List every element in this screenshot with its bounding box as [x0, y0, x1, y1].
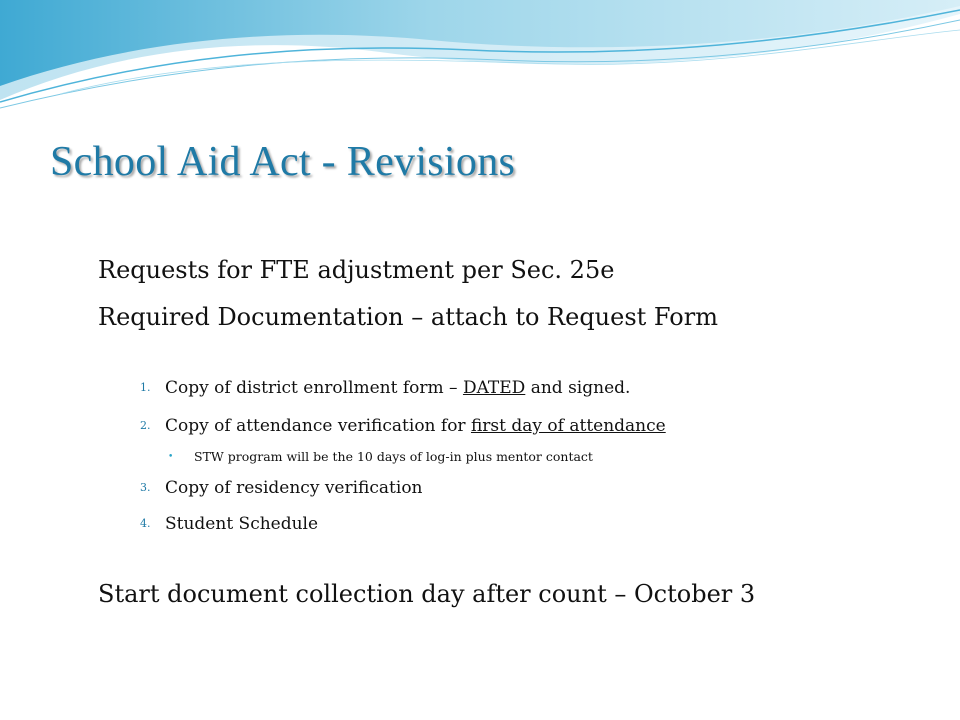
list-item-text: and signed.	[525, 378, 631, 398]
list-item-text: Copy of residency verification	[165, 478, 423, 498]
list-number: 4.	[140, 517, 151, 530]
list-number: 2.	[140, 419, 151, 432]
list-item-text: Copy of attendance verification for	[165, 416, 471, 436]
body-line-fte-request: Requests for FTE adjustment per Sec. 25e	[98, 256, 615, 284]
sub-bullet-text: STW program will be the 10 days of log-in plus mentor contact	[194, 449, 593, 464]
bullet-icon: •	[168, 452, 174, 462]
underlined-text: DATED	[462, 378, 526, 398]
list-item	[140, 514, 318, 534]
list-number: 1.	[140, 381, 151, 394]
sub-bullet-item	[168, 449, 593, 464]
list-item	[140, 478, 423, 498]
underlined-text: first day of attendance	[470, 416, 666, 436]
list-item	[140, 378, 630, 398]
body-line-required-docs: Required Documentation – attach to Request Form	[98, 303, 718, 331]
list-item	[140, 416, 666, 436]
list-item-text: Student Schedule	[165, 514, 319, 534]
list-number: 3.	[140, 481, 151, 494]
list-item-text: Copy of district enrollment form –	[165, 378, 463, 398]
body-line-closing: Start document collection day after count – October 3	[98, 580, 756, 608]
header-wave-decoration	[0, 0, 960, 130]
slide-title: School Aid Act - Revisions	[50, 139, 516, 185]
